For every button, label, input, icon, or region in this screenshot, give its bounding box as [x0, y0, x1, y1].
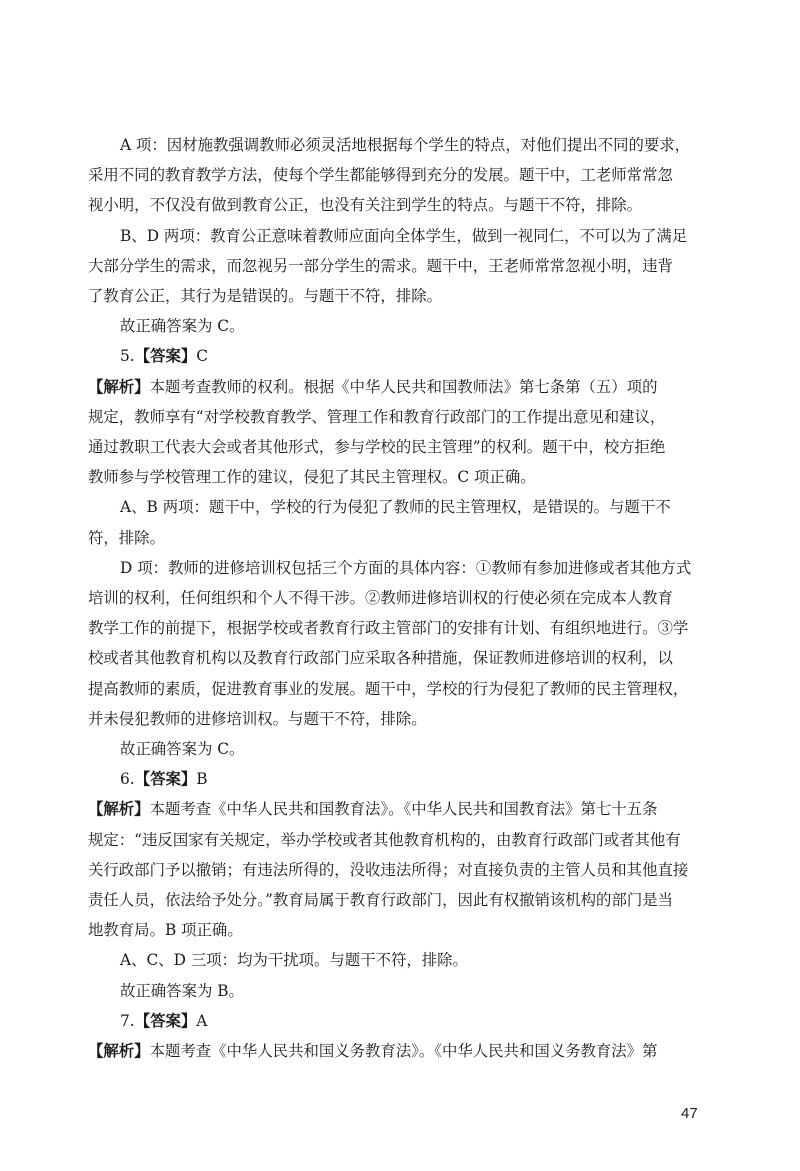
bold-label: 【答案】 — [134, 770, 197, 789]
text-line: 校或者其他教育机构以及教育行政部门应采取各种措施，保证教师进修培训的权利，以 — [88, 649, 673, 668]
bold-label: 【解析】 — [88, 800, 150, 819]
text-segment: 7. — [120, 1011, 135, 1030]
page-number: 47 — [681, 1105, 698, 1122]
text-segment: A — [196, 1011, 208, 1030]
text-line: D 项：教师的进修培训权包括三个方面的具体内容：①教师有参加进修或者其他方式 — [120, 558, 692, 577]
text-line: 规定，教师享有“对学校教育教学、管理工作和教育行政部门的工作提出意见和建议， — [88, 407, 666, 426]
text-line: 关行政部门予以撤销；有违法所得的，没收违法所得；对直接负责的主管人员和其他直接 — [88, 860, 689, 879]
text-line: 培训的权利，任何组织和个人不得干涉。②教师进修培训权的行使必须在完成本人教育 — [88, 589, 673, 607]
text-line: 提高教师的素质，促进教育事业的发展。题干中，学校的行为侵犯了教师的民主管理权， — [88, 679, 689, 698]
text-segment: 本题考查教师的权利。根据《中华人民共和国教师法》第七条第（五）项的 — [149, 377, 658, 396]
text-segment: 本题考查《中华人民共和国教育法》。《中华人民共和国教育法》第七十五条 — [149, 800, 658, 819]
text-line — [120, 769, 208, 793]
text-line: 故正确答案为 C。 — [120, 317, 245, 336]
text-line: A 项：因材施教强调教师必须灵活地根据每个学生的特点，对他们提出不同的要求， — [120, 136, 691, 154]
bold-label: 【解析】 — [88, 1042, 150, 1060]
text-line: 采用不同的教育教学方法，使每个学生都能够得到充分的发展。题干中，工老师常常忽 — [88, 166, 673, 185]
text-segment: B — [196, 770, 208, 789]
text-line: 地教育局。B 项正确。 — [88, 921, 243, 940]
text-line: 并未侵犯教师的进修培训权。与题干不符，排除。 — [88, 709, 427, 728]
text-line: 故正确答案为 B。 — [120, 981, 244, 1000]
text-line — [88, 377, 657, 401]
text-segment: 5. — [120, 347, 135, 366]
text-line: 符，排除。 — [88, 528, 165, 547]
bold-label: 【解析】 — [88, 377, 150, 396]
text-line: A、C、D 三项：均为干扰项。与题干不符，排除。 — [120, 951, 468, 970]
text-segment: 6. — [120, 770, 135, 789]
bold-label: 【答案】 — [134, 1011, 197, 1030]
text-line — [88, 1041, 657, 1065]
text-line: 故正确答案为 C。 — [120, 740, 245, 758]
text-line: 了教育公正，其行为是错误的。与题干不符，排除。 — [88, 287, 442, 305]
text-line: 视小明，不仅没有做到教育公正，也没有关注到学生的特点。与题干不符，排除。 — [88, 196, 643, 215]
text-line: A、B 两项：题干中，学校的行为侵犯了教师的民主管理权，是错误的。与题干不 — [120, 498, 671, 517]
text-line: 通过教职工代表大会或者其他形式，参与学校的民主管理”的权利。题干中，校方拒绝 — [88, 438, 666, 456]
bold-label: 【答案】 — [134, 347, 197, 366]
text-line: 教师参与学校管理工作的建议，侵犯了其民主管理权。C 项正确。 — [88, 468, 536, 487]
text-line — [88, 799, 657, 823]
text-line — [120, 1011, 207, 1035]
text-line: 教学工作的前提下，根据学校或者教育行政主管部门的安排有计划、有组织地进行。③学 — [88, 619, 689, 638]
text-line — [120, 346, 208, 370]
text-line: 规定：“违反国家有关规定，举办学校或者其他教育机构的，由教育行政部门或者其他有 — [88, 830, 681, 849]
text-line: 责任人员，依法给予处分。”教育局属于教育行政部门，因此有权撤销该机构的部门是当 — [88, 891, 674, 909]
text-line: 大部分学生的需求，而忽视另一部分学生的需求。题干中，王老师常常忽视小明，违背 — [88, 256, 673, 275]
text-line: B、D 两项：教育公正意味着教师应面向全体学生，做到一视同仁，不可以为了满足 — [120, 226, 688, 245]
text-segment: C — [196, 347, 209, 366]
text-segment: 本题考查《中华人民共和国义务教育法》。《中华人民共和国义务教育法》第 — [149, 1042, 658, 1060]
